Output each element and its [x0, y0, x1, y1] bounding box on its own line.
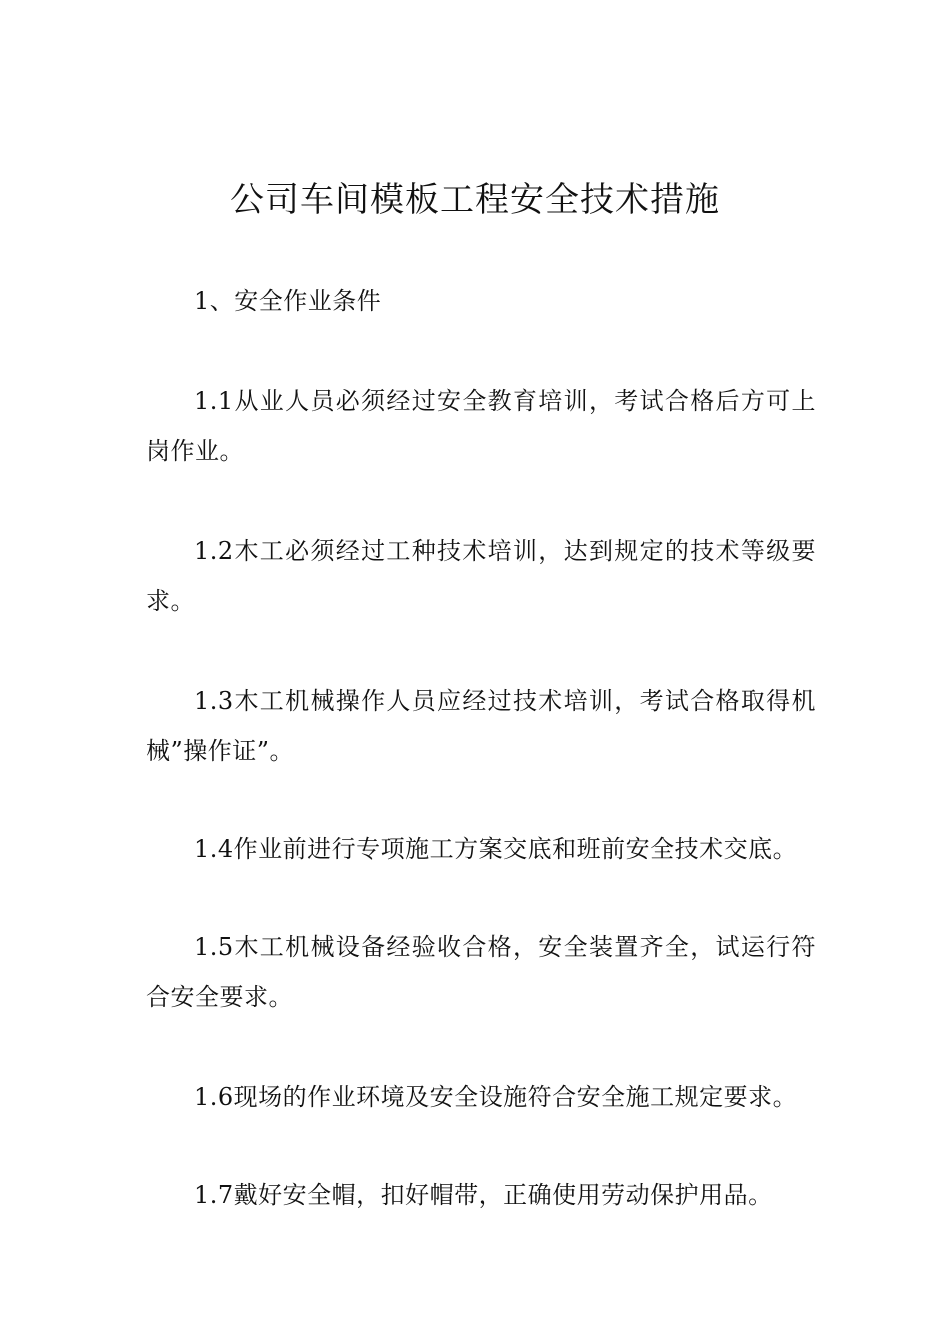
paragraph-1-5: 1.5木工机械设备经验收合格，安全装置齐全，试运行符合安全要求。: [146, 933, 816, 1011]
paragraph-1-4: 1.4作业前进行专项施工方案交底和班前安全技术交底。: [194, 835, 798, 863]
paragraph-1-6: 1.6现场的作业环境及安全设施符合安全施工规定要求。: [194, 1083, 798, 1111]
paragraph-1-1: 1.1从业人员必须经过安全教育培训，考试合格后方可上岗作业。: [146, 387, 816, 465]
section-heading-safety-conditions: 1、安全作业条件: [194, 287, 382, 315]
paragraph-1-3: 1.3木工机械操作人员应经过技术培训，考试合格取得机械”操作证”。: [146, 687, 816, 765]
paragraph-1-7: 1.7戴好安全帽，扣好帽带，正确使用劳动保护用品。: [194, 1181, 773, 1209]
paragraph-1-2: 1.2木工必须经过工种技术培训，达到规定的技术等级要求。: [146, 537, 816, 615]
document-title: 公司车间模板工程安全技术措施: [230, 180, 720, 220]
